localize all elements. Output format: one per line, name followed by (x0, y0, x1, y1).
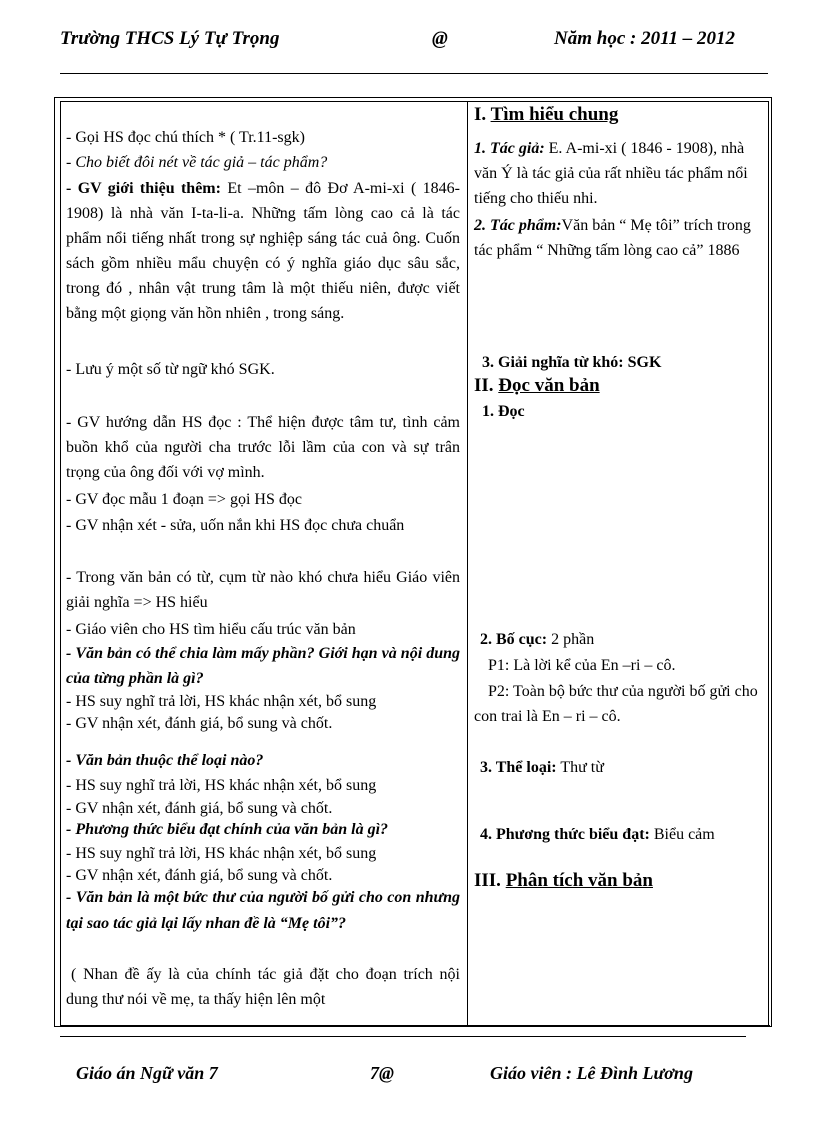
left-line-14: - HS suy nghĩ trả lời, HS khác nhận xét, bổ sung (66, 777, 377, 794)
mode-label: 4. Phương thức biểu đạt: (480, 826, 650, 843)
left-para-reading: - GV hướng dẫn HS đọc : Thể hiện được tâm tư, tình cảm buồn khổ của người cha trước lỗi lầm của con và sự trân trọng của ông đối với vợ mình. (66, 414, 460, 481)
header-rule (60, 73, 768, 74)
intro-text: Et –môn – đô Đơ A-mi-xi ( 1846-1908) là nhà văn I-ta-li-a. Những tấm lòng cao cả là tác phẩm nổi tiếng nhất trong sự nghiệp sáng tác cuả ông. Cuốn sách gồm nhiều mẩu chuyện có ý nghĩa giáo dục sâu sắc, trong đó , nhân vật trung tâm là một thiếu niên, được viết bằng một giọng văn hồn nhiên , trong sáng. (66, 180, 460, 322)
header-school: Trường THCS Lý Tự Trọng (60, 28, 280, 49)
work-text: Văn bản “ Mẹ tôi” trích trong tác phẩm “ Những tấm lòng cao cả” 1886 (474, 217, 751, 259)
left-question-mode: - Phương thức biểu đạt chính của văn bản là gì? (66, 821, 389, 838)
mode-text: Biểu cảm (649, 826, 715, 843)
layout-text: 2 phần (547, 631, 595, 648)
vocab-line: 3. Giải nghĩa từ khó: SGK (482, 354, 662, 371)
left-para-answer: ( Nhan đề ấy là của chính tác giả đặt cho đoạn trích nội dung thư nói về mẹ, ta thấy hiện lên một (66, 966, 460, 1008)
left-line-11: - HS suy nghĩ trả lời, HS khác nhận xét, bổ sung (66, 693, 377, 710)
left-line-8: - Trong văn bản có từ, cụm từ nào khó chưa hiểu Giáo viên giải nghĩa => HS hiểu (66, 569, 460, 611)
section-2-title: Đọc văn bản (498, 375, 600, 396)
left-line-7: - GV nhận xét - sửa, uốn nắn khi HS đọc chưa chuẩn (66, 517, 405, 534)
footer-rule (60, 1036, 746, 1037)
author-label: 1. Tác giả: (474, 140, 545, 157)
intro-label: - GV giới thiệu thêm: (66, 180, 221, 197)
mode-line (480, 822, 770, 847)
genre-label: 3. Thể loại: (480, 759, 557, 776)
footer-doc: Giáo án Ngữ văn 7 (76, 1063, 218, 1083)
section-2-heading (474, 373, 764, 398)
footer-page: 7@ (370, 1063, 394, 1083)
footer-teacher: Giáo viên : Lê Đình Lương (490, 1063, 693, 1083)
left-line-18: - GV nhận xét, đánh giá, bổ sung và chốt. (66, 867, 333, 884)
author-para (474, 136, 764, 211)
left-line-6: - GV đọc mẫu 1 đoạn => gọi HS đọc (66, 491, 302, 508)
section-3-number: III. (474, 870, 501, 891)
layout-line (480, 627, 770, 652)
left-line-12: - GV nhận xét, đánh giá, bổ sung và chốt. (66, 715, 333, 732)
left-line-4: - Lưu ý một số từ ngữ khó SGK. (66, 361, 275, 378)
work-label: 2. Tác phẩm: (474, 217, 562, 234)
section-1-title: Tìm hiểu chung (490, 104, 619, 125)
section-1-number: I. (474, 104, 487, 125)
left-line-9: - Giáo viên cho HS tìm hiểu cấu trúc văn bản (66, 621, 356, 638)
section-3-heading (474, 868, 764, 893)
layout-label: 2. Bố cục: (480, 631, 548, 648)
genre-text: Thư từ (556, 759, 604, 776)
left-question-structure: - Văn bản có thể chia làm mấy phần? Giới hạn và nội dung của từng phần là gì? (66, 645, 460, 687)
left-line-17: - HS suy nghĩ trả lời, HS khác nhận xét, bổ sung (66, 845, 377, 862)
section-1-heading (474, 102, 764, 127)
genre-line (480, 755, 770, 780)
header-year: Năm học : 2011 – 2012 (554, 28, 736, 49)
part-2: P2: Toàn bộ bức thư của người bố gửi cho con trai là En – ri – cô. (474, 683, 758, 725)
left-line-1: - Gọi HS đọc chú thích * ( Tr.11-sgk) (66, 129, 305, 146)
left-para-intro (66, 176, 460, 326)
author-text: E. A-mi-xi ( 1846 - 1908), nhà văn Ý là tác giả của rất nhiều tác phẩm nổi tiếng cho thiếu nhi. (474, 140, 748, 207)
work-para (474, 213, 764, 263)
left-question-title: - Văn bản là một bức thư của người bố gửi cho con nhưng tại sao tác giả lại lấy nhan đề là “Mẹ tôi”? (66, 889, 460, 932)
left-question-genre: - Văn bản thuộc thể loại nào? (66, 752, 264, 769)
section-3-title: Phân tích văn bản (505, 870, 653, 891)
section-2-number: II. (474, 375, 494, 396)
reading-label: 1. Đọc (482, 403, 525, 420)
header-at: @ (432, 28, 448, 49)
left-line-2: - Cho biết đôi nét về tác giả – tác phẩm? (66, 154, 328, 171)
part-1: P1: Là lời kể của En –ri – cô. (488, 657, 676, 674)
left-line-15: - GV nhận xét, đánh giá, bổ sung và chốt. (66, 800, 333, 817)
table-bottom (60, 1025, 770, 1026)
